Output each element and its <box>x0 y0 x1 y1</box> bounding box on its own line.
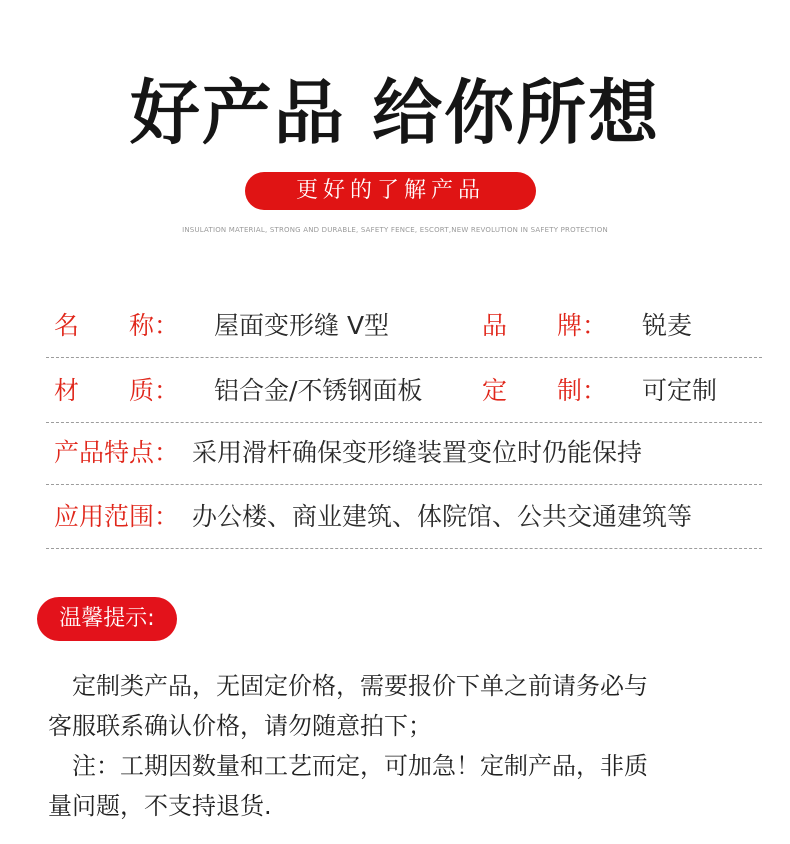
spec-row-usage <box>46 499 762 549</box>
name-label: 名 称： <box>54 311 180 340</box>
brand-value: 锐麦 <box>642 311 693 340</box>
spec-row-name-brand <box>46 308 762 358</box>
material-label: 材 质： <box>54 376 180 405</box>
feature-value: 采用滑杆确保变形缝装置变位时仍能保持 <box>192 438 643 467</box>
custom-label: 定 制： <box>482 376 608 405</box>
row-divider <box>46 484 762 485</box>
usage-label: 应用范围： <box>54 502 180 531</box>
english-subline: INSULATION MATERIAL, STRONG AND DURABLE, SAFETY FENCE, ESCORT,NEW REVOLUTION IN SAFETY PROTECTION <box>182 226 608 234</box>
spec-row-material-custom <box>46 373 762 423</box>
material-value: 铝合金/不锈钢面板 <box>214 376 423 405</box>
tip-line-3: 注：工期因数量和工艺而定，可加急！定制产品，非质 <box>48 752 648 780</box>
tip-line-2: 客服联系确认价格，请勿随意拍下； <box>48 712 432 740</box>
tip-line-1: 定制类产品，无固定价格，需要报价下单之前请务必与 <box>48 672 648 700</box>
spec-row-features <box>46 435 762 485</box>
name-value: 屋面变形缝 V型 <box>214 311 390 340</box>
usage-value: 办公楼、商业建筑、体院馆、公共交通建筑等 <box>192 502 693 531</box>
row-divider <box>46 422 762 423</box>
row-divider <box>46 357 762 358</box>
custom-value: 可定制 <box>642 376 718 405</box>
tip-line-4: 量问题，不支持退货. <box>48 792 272 820</box>
brand-label: 品 牌： <box>482 311 608 340</box>
hero-title: 好产品 给你所想 <box>129 72 661 154</box>
row-divider <box>46 548 762 549</box>
section-pill: 更好的了解产品 <box>245 172 536 210</box>
tips-badge: 温馨提示: <box>37 597 177 641</box>
feature-label: 产品特点： <box>54 438 180 467</box>
